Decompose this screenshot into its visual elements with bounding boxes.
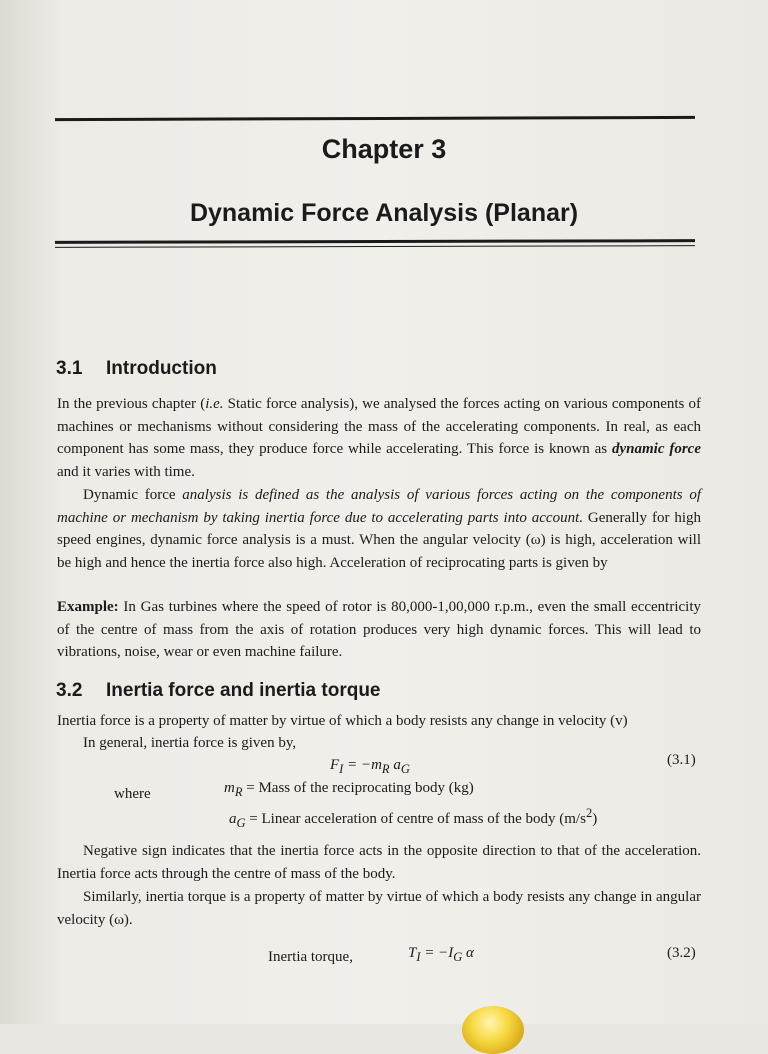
- inertia-paragraph-3: Negative sign indicates that the inertia force acts in the opposite direction to that of the acceleration. Inertia force acts through the centre of mass of the body.: [57, 843, 701, 882]
- inertia-paragraph-1: Inertia force is a property of matter by virtue of which a body resists any change in velocity (v): [57, 713, 628, 729]
- text-run: In Gas turbines where the speed of rotor is 80,000-1,00,000 r.p.m., even the small eccentricity of the centre of mass from the axis of rotation produces very high dynamic forces. This will lead to vibrations, noise, wear or even machine failure.: [57, 599, 701, 660]
- math-subscript: G: [236, 816, 246, 830]
- text-run: Static force analysis), we analysed the forces acting on various components of machines or mechanisms without considering the mass of the accelerating components. In real, as each component has some mass, they produce force while accelerating. This force is known as: [57, 396, 702, 457]
- text-run: = Linear acceleration of centre of mass of the body (m/s: [245, 811, 586, 827]
- text-run: and it varies with time.: [57, 463, 195, 480]
- text-run: ): [592, 811, 598, 827]
- math-symbol: a: [229, 811, 237, 827]
- math-symbol: m: [224, 780, 235, 796]
- definition-text: analysis is defined as the analysis of various forces acting on the components of machine or mechanism by taking inertia force due to accelerating parts into account.: [57, 487, 701, 526]
- chapter-title: Dynamic Force Analysis (Planar): [189, 199, 579, 227]
- section-title: Inertia force and inertia torque: [106, 680, 381, 701]
- key-term: dynamic force: [612, 441, 701, 457]
- section-heading-introduction: [56, 358, 217, 380]
- section-title: Introduction: [106, 358, 217, 379]
- inertia-paragraph-2: In general, inertia force is given by,: [83, 735, 297, 751]
- chapter-label: Chapter 3: [321, 134, 447, 164]
- inertia-torque-label: Inertia torque,: [268, 949, 353, 965]
- equation-3-1: [330, 757, 410, 777]
- math-symbol: F: [330, 757, 340, 773]
- equation-number-3-1: (3.1): [667, 752, 696, 768]
- math-symbol: = −m: [343, 757, 382, 773]
- math-subscript: I: [416, 950, 421, 964]
- math-superscript: 2: [585, 806, 593, 820]
- text-run: In the previous chapter (: [57, 396, 206, 412]
- intro-paragraph-2: [57, 484, 701, 574]
- inertia-paragraph-4: Similarly, inertia torque is a property of matter by virtue of which a body resists any change in angular velocity (ω).: [57, 889, 701, 928]
- example-label: Example:: [57, 599, 119, 615]
- equation-number-3-2: (3.2): [667, 945, 696, 961]
- title-rule-thin: [55, 245, 695, 248]
- where-label: where: [114, 786, 151, 802]
- intro-paragraph-1: [57, 393, 701, 483]
- math-subscript: I: [339, 762, 344, 776]
- math-subscript: R: [234, 785, 243, 799]
- math-subscript: G: [453, 950, 463, 964]
- math-symbol: T: [408, 945, 417, 961]
- emoji-face-icon: [462, 1006, 524, 1054]
- equation-3-2: [408, 945, 474, 965]
- section-heading-inertia: [56, 680, 381, 702]
- math-subscript: R: [381, 762, 390, 776]
- text-run: Dynamic force: [83, 487, 183, 503]
- text-run: = Mass of the reciprocating body (kg): [242, 780, 474, 796]
- section-number: 3.1: [56, 358, 83, 379]
- math-symbol: α: [462, 945, 474, 961]
- example-paragraph: [57, 596, 701, 664]
- math-symbol: = −I: [420, 945, 454, 961]
- definition-mass: [224, 780, 474, 800]
- math-subscript: G: [400, 762, 410, 776]
- text-run: i.e.: [205, 396, 224, 412]
- math-symbol: a: [389, 757, 401, 773]
- text-run: Generally for high speed engines, dynamic force analysis is a must. When the angular velocity (ω) is high, acceleration will be high and hence the inertia force also high. Acceleration of reciprocating parts is given by: [57, 509, 701, 571]
- section-number: 3.2: [56, 680, 83, 701]
- top-rule: [55, 116, 695, 121]
- definition-acceleration: [229, 806, 597, 831]
- title-rule-thick: [55, 239, 695, 244]
